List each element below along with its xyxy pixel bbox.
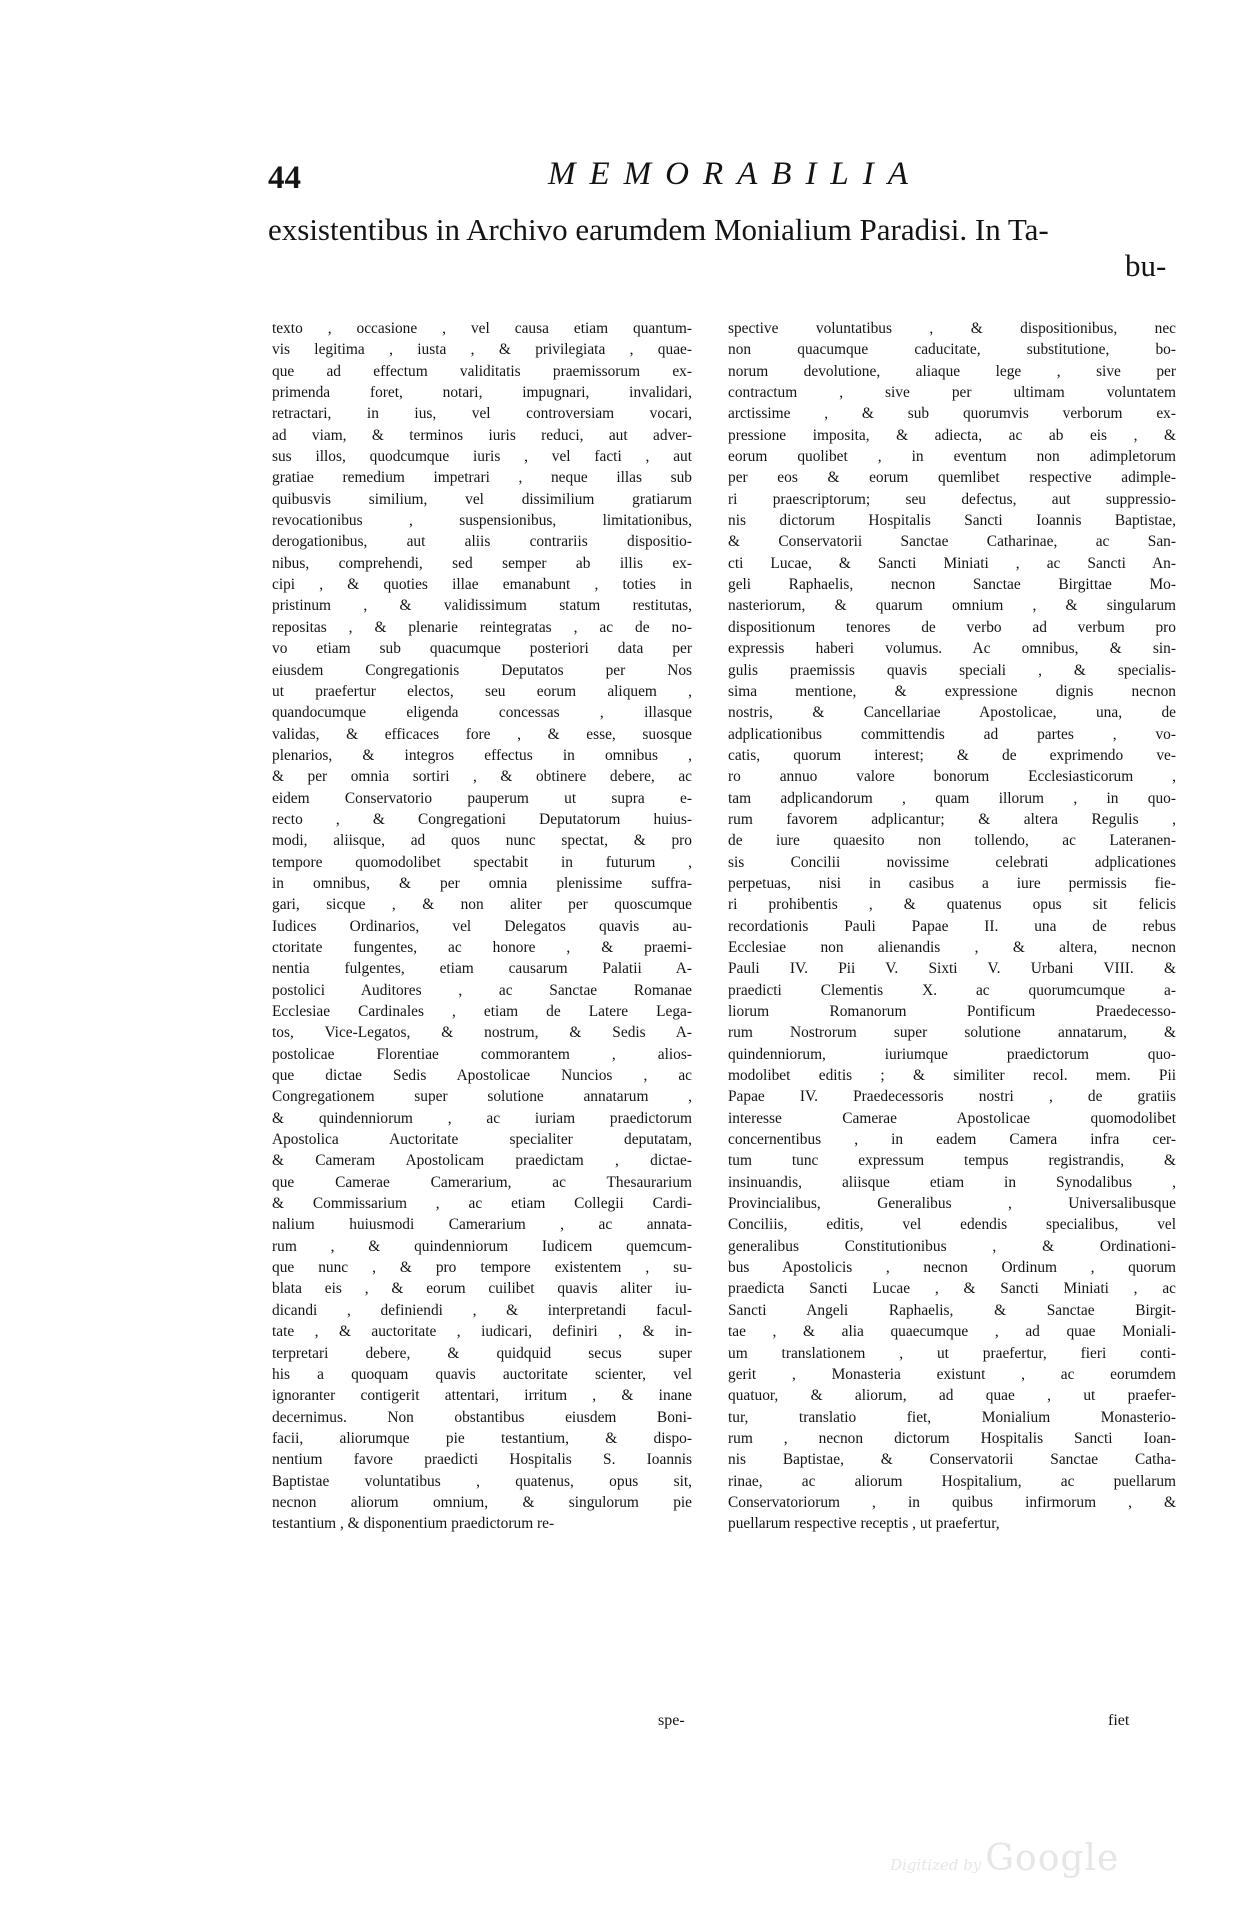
text-line: um translationem , ut praefertur, fieri conti-	[728, 1344, 1176, 1362]
text-line: his a quoquam quavis auctoritate scienter, vel	[272, 1365, 692, 1383]
text-line: que dictae Sedis Apostolicae Nuncios , ac	[272, 1067, 692, 1085]
left-column	[272, 318, 692, 1535]
text-line: geli Raphaelis, necnon Sanctae Birgittae Mo-	[728, 576, 1176, 594]
text-line: & Commissarium , ac etiam Collegii Cardi-	[272, 1195, 692, 1213]
text-line: eiusdem Congregationis Deputatos per Nos	[272, 661, 692, 679]
text-line: Ecclesiae Cardinales , etiam de Latere Lega-	[272, 1003, 692, 1020]
text-line: cipi , & quoties illae emanabunt , toties in	[272, 576, 692, 594]
text-line: arctissime , & sub quorumvis verborum ex-	[728, 405, 1176, 423]
text-line: facii, aliorumque pie testantium, & dispo-	[272, 1429, 692, 1447]
text-line: Pauli IV. Pii V. Sixti V. Urbani VIII. &	[728, 960, 1176, 978]
text-line: gerit , Monasteria existunt , ac eorumdem	[728, 1365, 1176, 1383]
text-line: eorum quolibet , in eventum non adimpletorum	[728, 448, 1176, 466]
text-line: Iudices Ordinarios, vel Delegatos quavis au-	[272, 917, 692, 935]
text-line: quatuor, & aliorum, ad quae , ut praefer-	[728, 1387, 1176, 1405]
text-line: necnon aliorum omnium, & singulorum pie	[272, 1493, 692, 1511]
text-line: ri prohibentis , & quatenus opus sit felicis	[728, 896, 1176, 914]
text-line: gratiae remedium impetrari , neque illas sub	[272, 469, 692, 487]
text-line: nalium huiusmodi Camerarium , ac annata-	[272, 1216, 692, 1234]
text-line: in omnibus, & per omnia plenissime suffra-	[272, 874, 692, 892]
text-line: per eos & eorum quemlibet respective adimple-	[728, 469, 1176, 487]
text-line: expressis haberi volumus. Ac omnibus, & sin-	[728, 640, 1176, 658]
text-line: tur, translatio fiet, Monialium Monasterio-	[728, 1408, 1176, 1426]
text-line: rum favorem adplicantur; & altera Regulis ,	[728, 810, 1176, 828]
text-line: rum , & quindenniorum Iudicem quemcum-	[272, 1237, 692, 1255]
text-line: Sancti Angeli Raphaelis, & Sanctae Birgit-	[728, 1301, 1176, 1319]
text-line: validas, & efficaces fore , & esse, suosque	[272, 725, 692, 743]
running-head	[258, 150, 1018, 200]
text-line: ctoritate fungentes, ac honore , & praemi-	[272, 938, 692, 956]
text-line: Apostolica Auctoritate specialiter deputatam,	[272, 1131, 692, 1149]
text-line: que nunc , & pro tempore existentem , su-	[272, 1259, 692, 1277]
text-line: bus Apostolicis , necnon Ordinum , quorum	[728, 1259, 1176, 1277]
text-line: norum devolutione, aliaque lege , sive per	[728, 362, 1176, 380]
text-line: pressione imposita, & adiecta, ac ab eis , &	[728, 426, 1176, 444]
text-line: decernimus. Non obstantibus eiusdem Boni-	[272, 1408, 692, 1426]
text-line: ignoranter contigerit attentari, irritum , & inane	[272, 1387, 692, 1405]
text-line: contractum , sive per ultimam voluntatem	[728, 384, 1176, 402]
text-line: quibusvis similium, vel dissimilium gratiarum	[272, 490, 692, 508]
text-line: concernentibus , in eadem Camera infra cer-	[728, 1131, 1176, 1149]
running-title: MEMORABILIA	[548, 156, 922, 192]
text-line: sis Concilii novissime celebrati adplicationes	[728, 853, 1176, 871]
text-line: quindenniorum, iuriumque praedictorum quo-	[728, 1045, 1176, 1063]
text-line: interesse Camerae Apostolicae quomodolibet	[728, 1109, 1176, 1127]
text-line: insinuandis, aliisque etiam in Synodalibus ,	[728, 1173, 1176, 1191]
text-line: ri praescriptorum; seu defectus, aut suppressio-	[728, 490, 1176, 508]
text-line: blata eis , & eorum cuilibet quavis aliter iu-	[272, 1280, 692, 1298]
text-line: que ad effectum validitatis praemissorum ex-	[272, 362, 692, 380]
text-line: que Camerae Camerarium, ac Thesaurarium	[272, 1173, 692, 1191]
text-line: & Cameram Apostolicam praedictam , dictae-	[272, 1152, 692, 1170]
text-line: sima mentione, & expressione dignis necnon	[728, 682, 1176, 700]
text-line: Ecclesiae non alienandis , & altera, necnon	[728, 938, 1176, 956]
watermark-brand: Google	[985, 1838, 1120, 1879]
text-line: rum , necnon dictorum Hospitalis Sancti Ioan-	[728, 1429, 1176, 1447]
text-line: ut praefertur electos, seu eorum aliquem ,	[272, 682, 692, 700]
right-column	[728, 318, 1176, 1535]
text-line: nentia fulgentes, etiam causarum Palatii A-	[272, 960, 692, 978]
watermark-prefix: Digitized by	[890, 1856, 982, 1874]
text-line: texto , occasione , vel causa etiam quantum-	[272, 320, 692, 337]
text-line: generalibus Constitutionibus , & Ordinationi-	[728, 1237, 1176, 1255]
text-line: & quindenniorum , ac iuriam praedictorum	[272, 1109, 692, 1127]
text-line: nis dictorum Hospitalis Sancti Ioannis Baptistae,	[728, 512, 1176, 530]
digitized-watermark	[890, 1838, 1119, 1879]
text-line: tum tunc expressum tempus registrandis, &	[728, 1152, 1176, 1170]
text-line: nostris, & Cancellariae Apostolicae, una, de	[728, 704, 1176, 722]
text-line: perpetuas, nisi in casibus a iure permissis fie-	[728, 874, 1176, 892]
text-line: cti Lucae, & Sancti Miniati , ac Sancti An-	[728, 554, 1176, 572]
text-line: puellarum respective receptis , ut praefertur,	[728, 1515, 1000, 1533]
text-line: nasteriorum, & quarum omnium , & singularum	[728, 597, 1176, 615]
text-line: derogationibus, aut aliis contrariis dispositio-	[272, 533, 692, 551]
text-line: non quacumque caducitate, substitutione, bo-	[728, 341, 1176, 359]
text-line: modolibet editis ; & similiter recol. mem. Pii	[728, 1067, 1176, 1085]
text-line: tam adplicandorum , quam illorum , in quo-	[728, 789, 1176, 807]
top-catchword: bu-	[1125, 248, 1167, 283]
text-line: pristinum , & validissimum statum restitutas,	[272, 597, 692, 615]
text-line: postolici Auditores , ac Sanctae Romanae	[272, 981, 692, 999]
text-line: de iure quaesito non tollendo, ac Lateranen-	[728, 832, 1176, 850]
right-catchword: fiet	[1108, 1712, 1130, 1729]
text-line: Conciliis, editis, vel edendis specialibus, vel	[728, 1216, 1176, 1234]
text-line: praedicti Clementis X. ac quorumcumque a-	[728, 981, 1176, 999]
text-line: tate , & auctoritate , iudicari, definiri , & in-	[272, 1323, 692, 1341]
text-line: quandocumque eligenda concessas , illasque	[272, 704, 692, 722]
text-line: gulis praemissis quavis speciali , & specialis-	[728, 661, 1176, 679]
text-line: & per omnia sortiri , & obtinere debere, ac	[272, 768, 692, 786]
text-line: liorum Romanorum Pontificum Praedecesso-	[728, 1003, 1176, 1020]
text-line: Papae IV. Praedecessoris nostri , de gratiis	[728, 1088, 1176, 1106]
text-line: rinae, ac aliorum Hospitalium, ac puellarum	[728, 1472, 1176, 1490]
text-line: tempore quomodolibet spectabit in futurum ,	[272, 853, 692, 871]
text-line: retractari, in ius, vel controversiam vocari,	[272, 405, 692, 423]
text-line: eidem Conservatorio pauperum ut supra e-	[272, 789, 692, 807]
page-number: 44	[268, 160, 301, 196]
text-line: nis Baptistae, & Conservatorii Sanctae Catha-	[728, 1451, 1176, 1469]
left-catchword: spe-	[658, 1712, 685, 1729]
text-line: vo etiam sub quacumque posteriori data per	[272, 640, 692, 658]
text-line: recto , & Congregationi Deputatorum huius-	[272, 810, 692, 828]
text-line: recordationis Pauli Papae II. una de rebus	[728, 917, 1176, 935]
text-line: gari, sicque , & non aliter per quoscumque	[272, 896, 692, 914]
text-line: dicandi , definiendi , & interpretandi facul-	[272, 1301, 692, 1319]
text-line: spective voluntatibus , & dispositionibus, nec	[728, 320, 1176, 337]
text-line: vis legitima , iusta , & privilegiata , quae-	[272, 341, 692, 359]
text-line: plenarios, & integros effectus in omnibus ,	[272, 746, 692, 764]
text-line: adplicationibus committendis ad partes , vo-	[728, 725, 1176, 743]
text-line: catis, quorum interest; & de exprimendo ve-	[728, 746, 1176, 764]
text-line: tos, Vice-Legatos, & nostrum, & Sedis A-	[272, 1024, 692, 1042]
text-line: postolicae Florentiae commorantem , alios-	[272, 1045, 692, 1063]
text-line: terpretari debere, & quidquid secus super	[272, 1344, 692, 1362]
text-line: praedicta Sancti Lucae , & Sancti Miniati , ac	[728, 1280, 1176, 1298]
text-line: Conservatoriorum , in quibus infirmorum , &	[728, 1493, 1176, 1511]
text-line: revocationibus , suspensionibus, limitationibus,	[272, 512, 692, 530]
text-line: nibus, comprehendi, sed semper ab illis ex-	[272, 554, 692, 572]
text-line: Baptistae voluntatibus , quatenus, opus sit,	[272, 1472, 692, 1490]
text-line: Congregationem super solutione annatarum ,	[272, 1088, 692, 1106]
text-line: rum Nostrorum super solutione annatarum, &	[728, 1024, 1176, 1042]
text-line: ad viam, & terminos iuris reduci, aut adver-	[272, 426, 692, 444]
text-line: dispositionum tenores de verbo ad verbum pro	[728, 618, 1176, 636]
text-line: sus illos, quodcumque iuris , vel facti , aut	[272, 448, 692, 466]
text-line: Provincialibus, Generalibus , Universalibusque	[728, 1195, 1176, 1213]
text-line: nentium favore praedicti Hospitalis S. Ioannis	[272, 1451, 692, 1469]
text-line: modi, aliisque, ad quos nunc spectat, & pro	[272, 832, 692, 850]
text-line: repositas , & plenarie reintegratas , ac de no-	[272, 618, 692, 636]
text-line: primenda foret, notari, impugnari, invalidari,	[272, 384, 692, 402]
text-line: testantium , & disponentium praedictorum re-	[272, 1515, 555, 1533]
text-line: & Conservatorii Sanctae Catharinae, ac San-	[728, 533, 1176, 551]
text-line: ro annuo valore bonorum Ecclesiasticorum ,	[728, 768, 1176, 786]
continuation-line: exsistentibus in Archivo earumdem Monialium Paradisi. In Ta-	[268, 212, 1049, 247]
text-line: tae , & alia quaecumque , ad quae Moniali-	[728, 1323, 1176, 1341]
